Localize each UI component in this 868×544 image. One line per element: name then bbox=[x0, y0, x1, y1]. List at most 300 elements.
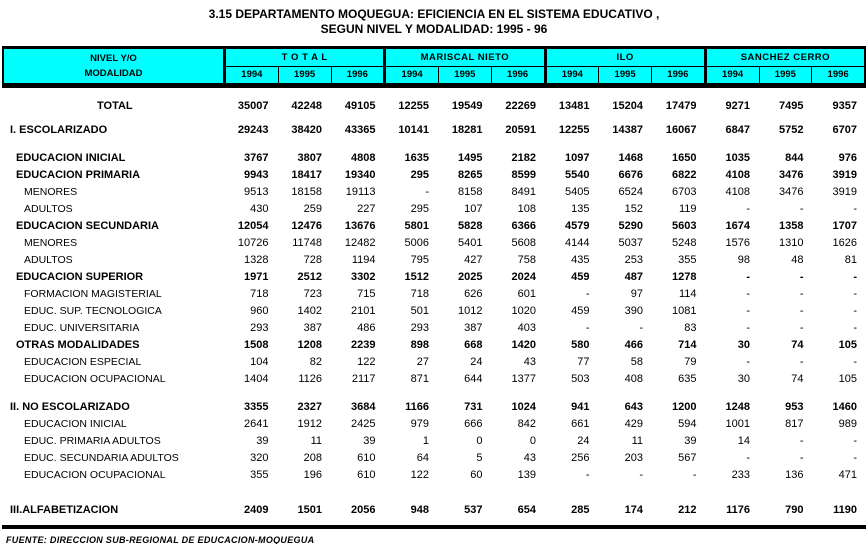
table-row bbox=[2, 234, 866, 251]
table-row bbox=[2, 97, 866, 114]
cell-value: - bbox=[585, 287, 590, 300]
cell-value: 1501 bbox=[297, 503, 322, 516]
cell-value: 13481 bbox=[558, 99, 590, 112]
page-title bbox=[0, 0, 868, 37]
cell-value: 3807 bbox=[297, 151, 322, 164]
cell-value: 12255 bbox=[558, 123, 590, 136]
cell-value: 1971 bbox=[244, 270, 269, 283]
header-label-line1: NIVEL Y/O bbox=[90, 53, 137, 64]
cell-value: - bbox=[853, 355, 857, 368]
cell-value: 1200 bbox=[672, 400, 697, 413]
header-group-ilo bbox=[547, 49, 707, 83]
cell-value: 9513 bbox=[244, 185, 269, 198]
year-header: 1995 bbox=[599, 67, 652, 83]
cell-value: 227 bbox=[357, 202, 376, 215]
row-label: MENORES bbox=[24, 185, 78, 198]
cell-value: 1208 bbox=[297, 338, 322, 351]
cell-value: 174 bbox=[624, 503, 643, 516]
cell-value: 29243 bbox=[237, 123, 269, 136]
table-row bbox=[2, 200, 866, 217]
cell-value: 387 bbox=[303, 321, 322, 334]
cell-value: 12476 bbox=[291, 219, 322, 232]
cell-value: 1377 bbox=[511, 372, 536, 385]
row-label: I. ESCOLARIZADO bbox=[10, 123, 108, 136]
cell-value: 97 bbox=[630, 287, 643, 300]
cell-value: 6703 bbox=[672, 185, 697, 198]
cell-value: 2024 bbox=[511, 270, 536, 283]
table-row bbox=[2, 415, 866, 432]
table-row bbox=[2, 149, 866, 166]
cell-value: 430 bbox=[250, 202, 269, 215]
cell-value: - bbox=[746, 451, 750, 464]
cell-value: - bbox=[639, 321, 643, 334]
cell-value: 714 bbox=[678, 338, 697, 351]
cell-value: 1166 bbox=[405, 400, 429, 413]
table-row bbox=[2, 302, 866, 319]
cell-value: - bbox=[853, 304, 857, 317]
cell-value: 233 bbox=[731, 468, 750, 481]
cell-value: 790 bbox=[785, 503, 804, 516]
cell-value: 718 bbox=[250, 287, 269, 300]
cell-value: 728 bbox=[303, 253, 322, 266]
statistics-table bbox=[2, 46, 866, 529]
cell-value: 3919 bbox=[832, 185, 857, 198]
cell-value: 1626 bbox=[832, 236, 857, 249]
cell-value: 1012 bbox=[458, 304, 483, 317]
cell-value: 39 bbox=[363, 434, 376, 447]
table-row bbox=[2, 183, 866, 200]
cell-value: 567 bbox=[678, 451, 697, 464]
cell-value: 1460 bbox=[832, 400, 857, 413]
cell-value: 122 bbox=[410, 468, 429, 481]
cell-value: 2056 bbox=[351, 503, 376, 516]
cell-value: 427 bbox=[464, 253, 483, 266]
cell-value: 429 bbox=[624, 417, 643, 430]
cell-value: - bbox=[799, 304, 804, 317]
year-header: 1995 bbox=[439, 67, 492, 83]
cell-value: 668 bbox=[464, 338, 483, 351]
year-header: 1995 bbox=[760, 67, 813, 83]
cell-value: 1495 bbox=[458, 151, 483, 164]
cell-value: 1248 bbox=[725, 400, 750, 413]
cell-value: 24 bbox=[470, 355, 483, 368]
cell-value: 105 bbox=[838, 372, 857, 385]
cell-value: 17479 bbox=[665, 99, 697, 112]
cell-value: 11 bbox=[310, 434, 322, 447]
cell-value: 1512 bbox=[404, 270, 429, 283]
cell-value: 10141 bbox=[398, 123, 429, 136]
cell-value: 43 bbox=[523, 355, 536, 368]
cell-value: 731 bbox=[464, 400, 483, 413]
cell-value: 19549 bbox=[451, 99, 483, 112]
cell-value: 5540 bbox=[565, 168, 590, 181]
cell-value: 58 bbox=[630, 355, 643, 368]
cell-value: 715 bbox=[357, 287, 376, 300]
header-label-line2: MODALIDAD bbox=[84, 68, 143, 79]
cell-value: 1420 bbox=[511, 338, 536, 351]
cell-value: 152 bbox=[624, 202, 643, 215]
cell-value: 5608 bbox=[511, 236, 536, 249]
cell-value: 35007 bbox=[237, 99, 269, 112]
year-header: 1994 bbox=[226, 67, 279, 83]
cell-value: - bbox=[799, 270, 804, 283]
cell-value: 537 bbox=[464, 503, 483, 516]
cell-value: 3684 bbox=[351, 400, 376, 413]
cell-value: 108 bbox=[517, 202, 536, 215]
cell-value: 1278 bbox=[672, 270, 697, 283]
cell-value: 2327 bbox=[297, 400, 322, 413]
cell-value: 22269 bbox=[505, 99, 536, 112]
row-label: OTRAS MODALIDADES bbox=[16, 338, 140, 351]
cell-value: 83 bbox=[684, 321, 697, 334]
cell-value: 390 bbox=[624, 304, 643, 317]
cell-value: 941 bbox=[571, 400, 590, 413]
cell-value: 610 bbox=[357, 451, 376, 464]
cell-value: 4579 bbox=[565, 219, 590, 232]
cell-value: 7495 bbox=[779, 99, 804, 112]
cell-value: 960 bbox=[250, 304, 269, 317]
cell-value: 1508 bbox=[244, 338, 269, 351]
source-note: FUENTE: DIRECCION SUB-REGIONAL DE EDUCACION-MOQUEGUA bbox=[6, 535, 315, 544]
cell-value: 2409 bbox=[244, 503, 269, 516]
table-row bbox=[2, 398, 866, 415]
group-name: ILO bbox=[547, 49, 704, 67]
cell-value: 8265 bbox=[458, 168, 483, 181]
cell-value: 74 bbox=[791, 372, 804, 385]
header-group-sanchez-cerro bbox=[707, 49, 864, 83]
cell-value: 104 bbox=[250, 355, 269, 368]
cell-value: 2425 bbox=[351, 417, 376, 430]
cell-value: 8599 bbox=[511, 168, 536, 181]
cell-value: 0 bbox=[529, 434, 536, 447]
cell-value: 1024 bbox=[511, 400, 536, 413]
table-body bbox=[2, 88, 866, 529]
cell-value: 64 bbox=[416, 451, 429, 464]
cell-value: 6524 bbox=[618, 185, 643, 198]
cell-value: 14 bbox=[737, 434, 750, 447]
row-label: ADULTOS bbox=[24, 253, 73, 266]
header-group-mariscal-nieto bbox=[386, 49, 546, 83]
cell-value: 4808 bbox=[351, 151, 376, 164]
cell-value: 503 bbox=[571, 372, 590, 385]
cell-value: - bbox=[799, 321, 804, 334]
cell-value: 9943 bbox=[244, 168, 269, 181]
cell-value: - bbox=[853, 202, 857, 215]
row-label: EDUC. UNIVERSITARIA bbox=[24, 321, 140, 334]
cell-value: 82 bbox=[309, 355, 322, 368]
cell-value: 293 bbox=[250, 321, 269, 334]
cell-value: 10726 bbox=[237, 236, 269, 249]
group-name: SANCHEZ CERRO bbox=[707, 49, 864, 67]
cell-value: 136 bbox=[785, 468, 804, 481]
cell-value: - bbox=[425, 185, 429, 198]
cell-value: 5752 bbox=[779, 123, 804, 136]
row-label: ADULTOS bbox=[24, 202, 73, 215]
cell-value: 459 bbox=[571, 304, 590, 317]
cell-value: 105 bbox=[838, 338, 857, 351]
cell-value: 9357 bbox=[832, 99, 857, 112]
cell-value: 635 bbox=[678, 372, 697, 385]
row-label: EDUC. SECUNDARIA ADULTOS bbox=[24, 451, 179, 464]
table-row bbox=[2, 336, 866, 353]
cell-value: 19113 bbox=[345, 185, 376, 198]
row-label: II. NO ESCOLARIZADO bbox=[10, 400, 130, 413]
cell-value: 5603 bbox=[672, 219, 697, 232]
cell-value: 5828 bbox=[458, 219, 483, 232]
cell-value: 2641 bbox=[244, 417, 269, 430]
cell-value: 77 bbox=[577, 355, 590, 368]
year-header: 1994 bbox=[547, 67, 600, 83]
cell-value: 122 bbox=[357, 355, 376, 368]
cell-value: 3302 bbox=[351, 270, 376, 283]
cell-value: 501 bbox=[410, 304, 429, 317]
cell-value: - bbox=[799, 287, 804, 300]
cell-value: 293 bbox=[410, 321, 429, 334]
cell-value: 6822 bbox=[672, 168, 697, 181]
cell-value: 643 bbox=[624, 400, 643, 413]
row-label: EDUCACION OCUPACIONAL bbox=[24, 372, 166, 385]
row-label: EDUCACION INICIAL bbox=[24, 417, 127, 430]
cell-value: 1328 bbox=[244, 253, 269, 266]
cell-value: 20591 bbox=[505, 123, 536, 136]
cell-value: 43 bbox=[523, 451, 536, 464]
year-header: 1996 bbox=[827, 69, 849, 80]
cell-value: 14387 bbox=[612, 123, 643, 136]
cell-value: 1404 bbox=[244, 372, 269, 385]
year-header: 1994 bbox=[707, 67, 760, 83]
cell-value: 212 bbox=[678, 503, 697, 516]
cell-value: 5 bbox=[476, 451, 483, 464]
cell-value: 12482 bbox=[344, 236, 376, 249]
cell-value: 1035 bbox=[725, 151, 750, 164]
cell-value: 285 bbox=[571, 503, 590, 516]
cell-value: 2117 bbox=[351, 372, 376, 385]
row-label: FORMACION MAGISTERIAL bbox=[24, 287, 162, 300]
cell-value: 8491 bbox=[511, 185, 536, 198]
cell-value: 6366 bbox=[511, 219, 536, 232]
cell-value: 74 bbox=[791, 338, 804, 351]
cell-value: - bbox=[853, 287, 857, 300]
cell-value: 1310 bbox=[779, 236, 804, 249]
cell-value: 594 bbox=[678, 417, 697, 430]
cell-value: 60 bbox=[470, 468, 483, 481]
cell-value: 953 bbox=[785, 400, 804, 413]
cell-value: 295 bbox=[410, 168, 429, 181]
cell-value: - bbox=[746, 304, 750, 317]
row-label: EDUC. SUP. TECNOLOGICA bbox=[24, 304, 162, 317]
cell-value: 4144 bbox=[565, 236, 590, 249]
cell-value: 654 bbox=[517, 503, 536, 516]
cell-value: 1635 bbox=[404, 151, 429, 164]
cell-value: 3919 bbox=[832, 168, 857, 181]
table-row bbox=[2, 319, 866, 336]
cell-value: 486 bbox=[357, 321, 376, 334]
cell-value: - bbox=[746, 270, 750, 283]
cell-value: - bbox=[639, 468, 643, 481]
cell-value: 107 bbox=[464, 202, 483, 215]
cell-value: 39 bbox=[256, 434, 269, 447]
year-header: 1994 bbox=[386, 67, 439, 83]
title-line1: 3.15 DEPARTAMENTO MOQUEGUA: EFICIENCIA EN EL SISTEMA EDUCATIVO , bbox=[208, 7, 660, 21]
cell-value: 355 bbox=[678, 253, 697, 266]
cell-value: 1358 bbox=[779, 219, 804, 232]
cell-value: - bbox=[799, 202, 804, 215]
year-header: 1996 bbox=[346, 69, 368, 80]
cell-value: 1176 bbox=[726, 503, 750, 516]
cell-value: 11 bbox=[631, 434, 643, 447]
table-row bbox=[2, 353, 866, 370]
cell-value: - bbox=[585, 321, 590, 334]
table-row bbox=[2, 268, 866, 285]
cell-value: - bbox=[799, 434, 804, 447]
header-row-label bbox=[4, 49, 226, 83]
cell-value: 4108 bbox=[725, 185, 750, 198]
cell-value: 1912 bbox=[297, 417, 322, 430]
cell-value: 259 bbox=[303, 202, 322, 215]
cell-value: 466 bbox=[624, 338, 643, 351]
cell-value: 898 bbox=[410, 338, 429, 351]
cell-value: 15204 bbox=[612, 99, 643, 112]
cell-value: - bbox=[853, 434, 857, 447]
cell-value: 27 bbox=[416, 355, 429, 368]
cell-value: 4108 bbox=[725, 168, 750, 181]
cell-value: 5405 bbox=[565, 185, 590, 198]
cell-value: 2182 bbox=[511, 151, 536, 164]
table-row bbox=[2, 466, 866, 483]
cell-value: 1468 bbox=[618, 151, 643, 164]
row-label: EDUCACION OCUPACIONAL bbox=[24, 468, 166, 481]
cell-value: 842 bbox=[517, 417, 536, 430]
cell-value: 8158 bbox=[458, 185, 483, 198]
cell-value: 6847 bbox=[725, 123, 750, 136]
cell-value: 1190 bbox=[833, 503, 857, 516]
cell-value: 19340 bbox=[344, 168, 376, 181]
table-row bbox=[2, 121, 866, 138]
cell-value: 2101 bbox=[351, 304, 376, 317]
cell-value: - bbox=[853, 451, 857, 464]
cell-value: 1707 bbox=[832, 219, 857, 232]
cell-value: 355 bbox=[250, 468, 269, 481]
cell-value: 459 bbox=[571, 270, 590, 283]
year-header: 1996 bbox=[667, 69, 689, 80]
cell-value: 580 bbox=[571, 338, 590, 351]
group-years bbox=[226, 67, 383, 83]
cell-value: 114 bbox=[678, 287, 697, 300]
row-label: EDUCACION PRIMARIA bbox=[16, 168, 141, 181]
cell-value: 626 bbox=[464, 287, 483, 300]
cell-value: 1097 bbox=[565, 151, 590, 164]
cell-value: - bbox=[853, 321, 857, 334]
cell-value: 644 bbox=[464, 372, 483, 385]
cell-value: - bbox=[746, 287, 750, 300]
cell-value: 3767 bbox=[244, 151, 269, 164]
cell-value: 30 bbox=[737, 372, 750, 385]
table-row bbox=[2, 449, 866, 466]
cell-value: 49105 bbox=[344, 99, 376, 112]
group-years bbox=[707, 67, 864, 83]
cell-value: 119 bbox=[678, 202, 697, 215]
table-row bbox=[2, 501, 866, 518]
table-row bbox=[2, 166, 866, 183]
row-label: TOTAL bbox=[97, 99, 133, 112]
title-line2: SEGUN NIVEL Y MODALIDAD: 1995 - 96 bbox=[320, 22, 548, 36]
cell-value: 18158 bbox=[291, 185, 322, 198]
cell-value: - bbox=[692, 468, 697, 481]
cell-value: 43365 bbox=[344, 123, 376, 136]
table-header bbox=[2, 46, 866, 88]
cell-value: 98 bbox=[737, 253, 750, 266]
row-label: EDUCACION SECUNDARIA bbox=[16, 219, 160, 232]
row-label: III.ALFABETIZACION bbox=[10, 503, 119, 516]
cell-value: 1081 bbox=[672, 304, 697, 317]
cell-value: 0 bbox=[476, 434, 483, 447]
year-header: 1996 bbox=[507, 69, 529, 80]
row-label: EDUC. PRIMARIA ADULTOS bbox=[24, 434, 161, 447]
cell-value: 1 bbox=[422, 434, 429, 447]
cell-value: - bbox=[585, 468, 590, 481]
cell-value: 3476 bbox=[779, 185, 804, 198]
group-years bbox=[547, 67, 704, 83]
cell-value: 30 bbox=[737, 338, 750, 351]
cell-value: 718 bbox=[410, 287, 429, 300]
cell-value: 18417 bbox=[291, 168, 322, 181]
cell-value: 1402 bbox=[297, 304, 322, 317]
table-row bbox=[2, 285, 866, 302]
group-name: MARISCAL NIETO bbox=[386, 49, 543, 67]
cell-value: 79 bbox=[684, 355, 697, 368]
cell-value: 976 bbox=[838, 151, 857, 164]
cell-value: 758 bbox=[517, 253, 536, 266]
row-label: EDUCACION ESPECIAL bbox=[24, 355, 142, 368]
cell-value: 723 bbox=[303, 287, 322, 300]
cell-value: 403 bbox=[517, 321, 536, 334]
cell-value: - bbox=[746, 321, 750, 334]
cell-value: 435 bbox=[571, 253, 590, 266]
cell-value: 48 bbox=[791, 253, 804, 266]
cell-value: 18281 bbox=[451, 123, 483, 136]
cell-value: 81 bbox=[844, 253, 857, 266]
table-row bbox=[2, 432, 866, 449]
cell-value: 408 bbox=[624, 372, 643, 385]
cell-value: 295 bbox=[410, 202, 429, 215]
group-name: T O T A L bbox=[226, 49, 383, 67]
cell-value: 1020 bbox=[511, 304, 536, 317]
cell-value: 1194 bbox=[351, 253, 376, 266]
row-label: EDUCACION INICIAL bbox=[16, 151, 126, 164]
cell-value: 487 bbox=[624, 270, 643, 283]
cell-value: 2239 bbox=[351, 338, 376, 351]
cell-value: 256 bbox=[571, 451, 590, 464]
cell-value: 42248 bbox=[291, 99, 322, 112]
cell-value: 13676 bbox=[344, 219, 376, 232]
group-years bbox=[386, 67, 543, 83]
cell-value: 196 bbox=[303, 468, 322, 481]
cell-value: 3355 bbox=[244, 400, 269, 413]
cell-value: 471 bbox=[838, 468, 857, 481]
cell-value: 666 bbox=[464, 417, 483, 430]
cell-value: 601 bbox=[517, 287, 536, 300]
cell-value: 795 bbox=[410, 253, 429, 266]
cell-value: 139 bbox=[517, 468, 536, 481]
cell-value: 38420 bbox=[291, 123, 322, 136]
cell-value: 3476 bbox=[779, 168, 804, 181]
cell-value: 1576 bbox=[725, 236, 750, 249]
cell-value: 979 bbox=[410, 417, 429, 430]
cell-value: - bbox=[746, 202, 750, 215]
row-label: EDUCACION SUPERIOR bbox=[16, 270, 144, 283]
cell-value: 320 bbox=[250, 451, 269, 464]
table-row bbox=[2, 217, 866, 234]
